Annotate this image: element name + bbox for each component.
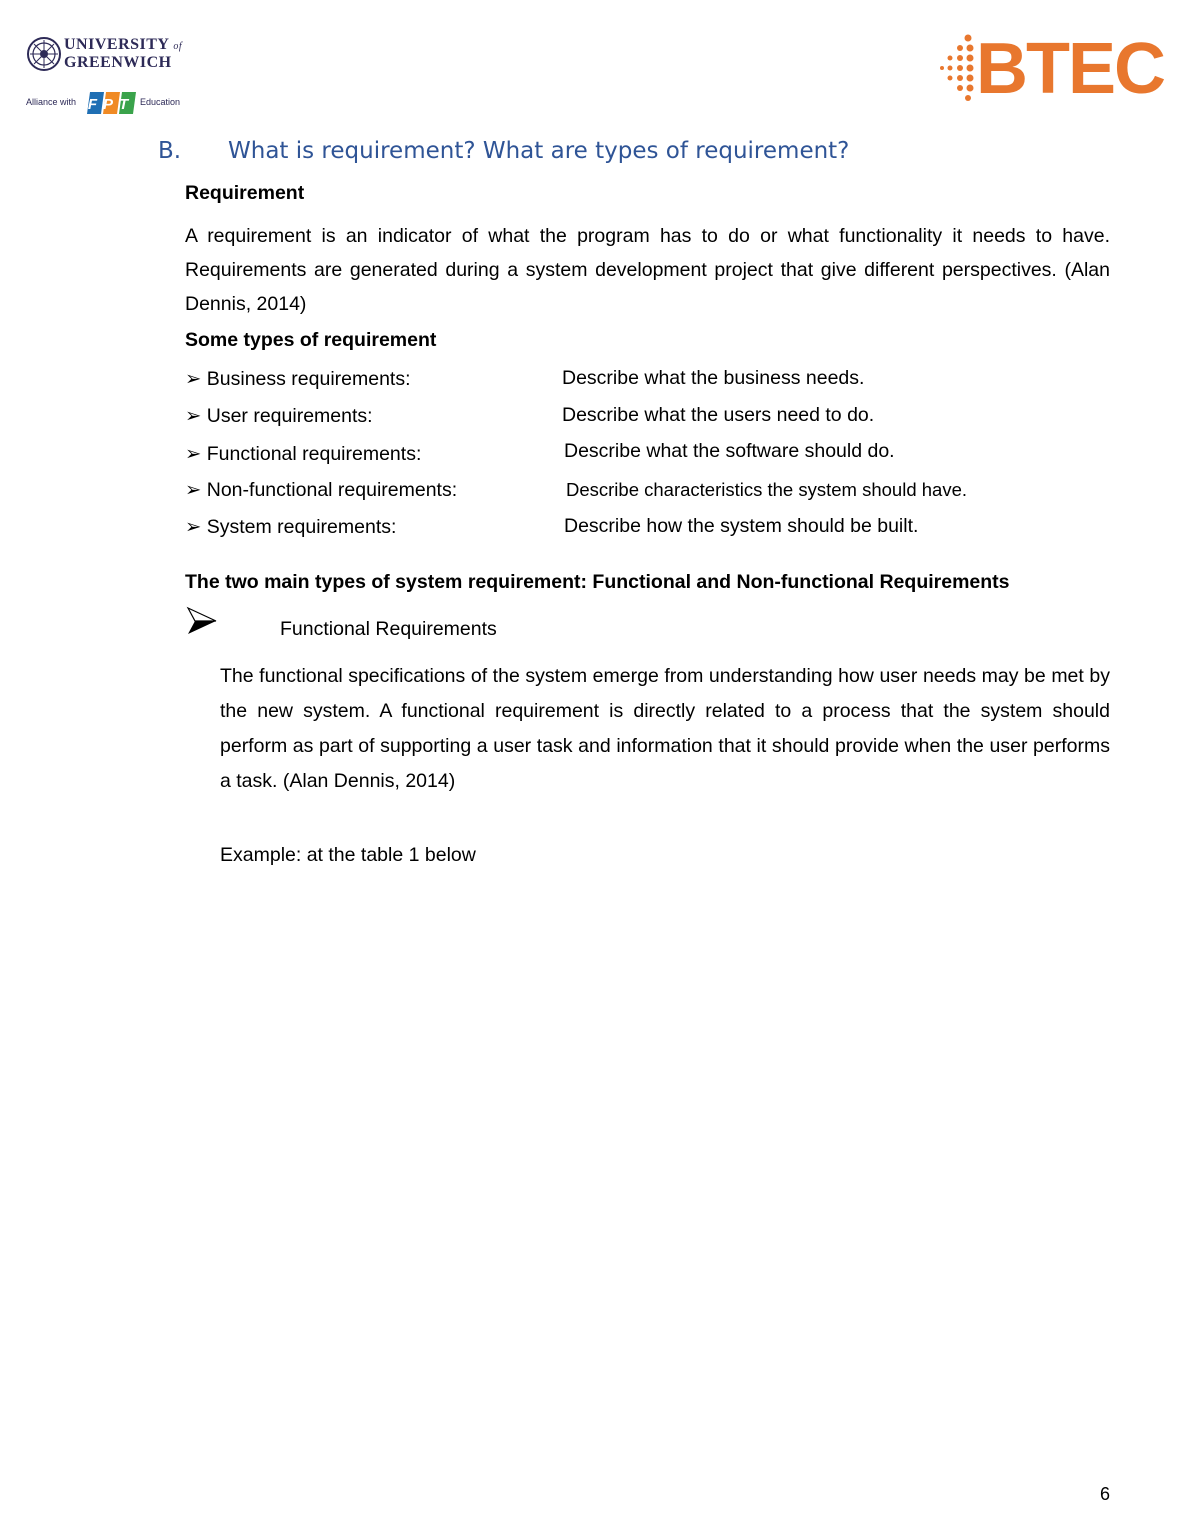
types-label: Some types of requirement bbox=[185, 329, 437, 351]
list-item bbox=[185, 478, 1110, 506]
fpt-alliance bbox=[26, 88, 196, 118]
type-description: Describe how the system should be built. bbox=[564, 515, 919, 537]
list-item bbox=[185, 367, 1110, 395]
type-name: ➢ Non-functional requirements: bbox=[185, 479, 458, 501]
functional-paragraph: The functional specifications of the system emerge from understanding how user needs may be met by the new system. A functional requirement is directly related to a process that the system should perform as part of supporting a user task and information that it should provide when the user performs a task. (Alan Dennis, 2014) bbox=[220, 665, 1110, 792]
university-name bbox=[64, 37, 182, 71]
section-title: What is requirement? What are types of requirement? bbox=[228, 138, 850, 164]
greenwich-seal-icon bbox=[26, 36, 62, 72]
btec-logo bbox=[934, 30, 1170, 110]
functional-requirements-title: Functional Requirements bbox=[280, 618, 497, 640]
type-name: ➢ System requirements: bbox=[185, 516, 397, 538]
requirement-label: Requirement bbox=[185, 182, 305, 204]
list-item bbox=[185, 441, 1110, 469]
type-name: ➢ User requirements: bbox=[185, 405, 373, 427]
type-description: Describe characteristics the system should have. bbox=[566, 479, 968, 500]
fpt-logo bbox=[86, 88, 138, 116]
greenwich-fpt-logo bbox=[26, 36, 196, 120]
type-description: Describe what the software should do. bbox=[564, 440, 895, 462]
page-number: 6 bbox=[1100, 1484, 1111, 1504]
university-line1: UNIVERSITY bbox=[64, 36, 169, 53]
main-types-label: The two main types of system requirement: Functional and Non-functional Requirements bbox=[185, 571, 1010, 593]
list-item bbox=[185, 404, 1110, 432]
university-line2: GREENWICH bbox=[64, 54, 172, 71]
section-heading bbox=[158, 138, 849, 164]
alliance-text: Alliance with bbox=[26, 97, 77, 107]
type-description: Describe what the business needs. bbox=[562, 367, 865, 389]
btec-wordmark: BTEC bbox=[976, 29, 1164, 109]
type-name: ➢ Business requirements: bbox=[185, 368, 411, 390]
requirement-paragraph: A requirement is an indicator of what the program has to do or what functionality it needs to have. Requirements are generated during a system development project that give different perspectives. (Alan Dennis, 2014) bbox=[185, 225, 1110, 315]
list-item bbox=[185, 515, 1110, 543]
example-text: Example: at the table 1 below bbox=[220, 844, 476, 866]
type-name: ➢ Functional requirements: bbox=[185, 443, 422, 465]
greenwich-logo bbox=[26, 36, 196, 76]
fpt-logo-text: FPT bbox=[87, 96, 135, 113]
education-text: Education bbox=[140, 97, 181, 107]
type-description: Describe what the users need to do. bbox=[562, 404, 875, 426]
arrow-bullet-icon bbox=[186, 605, 218, 637]
university-of: of bbox=[173, 41, 183, 52]
section-number: B. bbox=[158, 138, 182, 164]
